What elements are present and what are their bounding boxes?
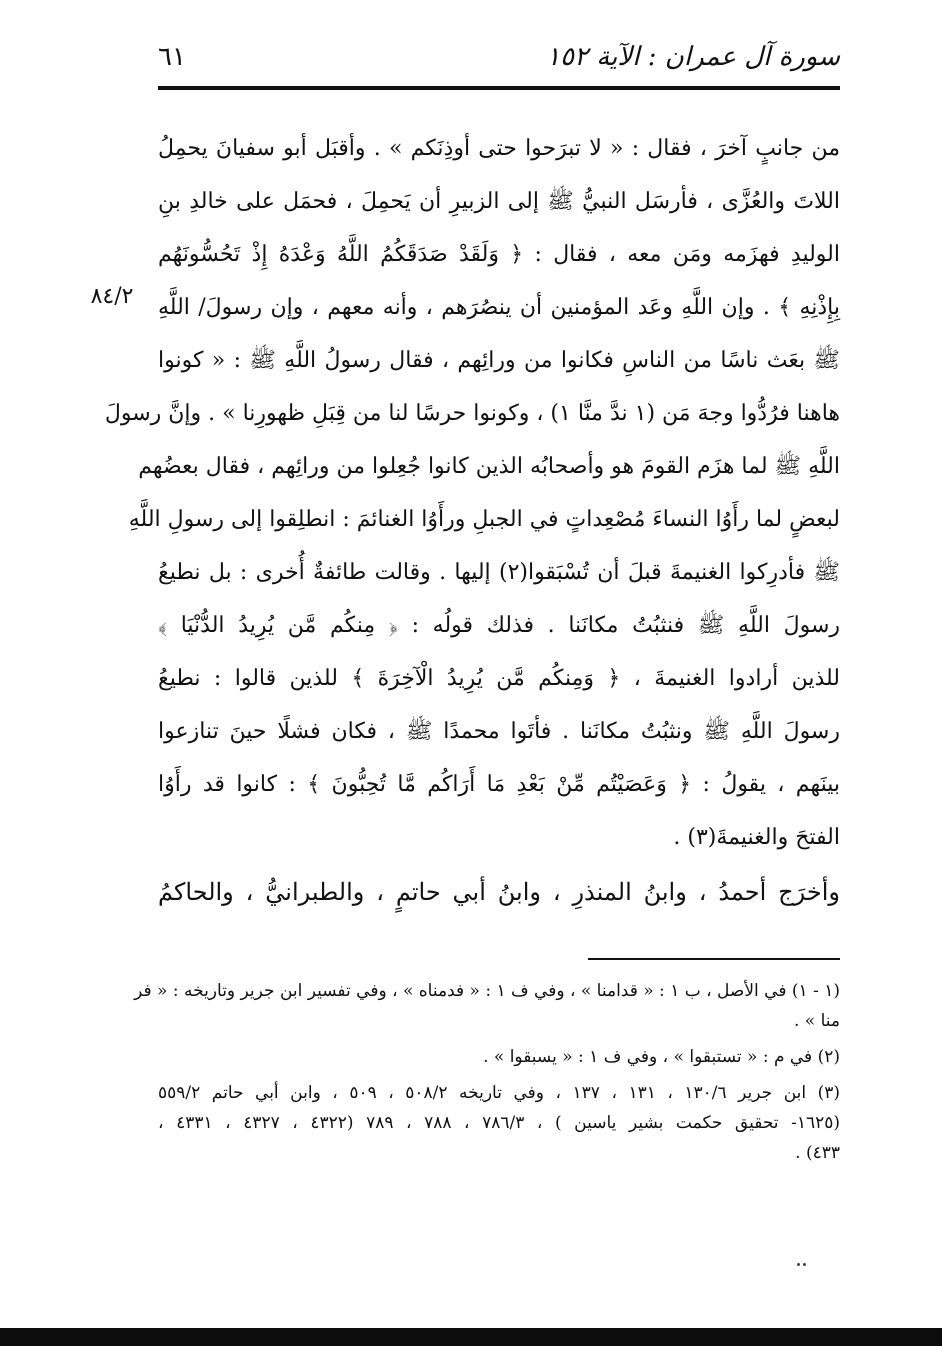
surah-verse-title: سورة آل عمران : الآية ١٥٢ [546, 42, 840, 72]
margin-reference: ٨٤/٢ [90, 284, 134, 309]
header-rule [158, 86, 840, 90]
footnote-3-cont: (١٦٢٥- تحقيق حكمت بشير ياسين ) ، ٧٨٦/٣ ، ٧٨٨ ، ٧٨٩ (٤٣٢٢ ، ٤٣٢٧ ، ٤٣٣١ ، [158, 1113, 841, 1133]
text-line: الوليدِ فهزَمه ومَن معه ، فقال : ﴿ وَلَقَدْ صَدَقَكُمُ اللَّهُ وَعْدَهُ إِذْ تَحُسُّونَهُم [158, 242, 840, 267]
text-line: هاهنا فرُدُّوا وجهَ مَن (١ ندَّ منَّا ١) ، وكونوا حرسًا لنا من قِبَلِ ظهورِنا » . وإنَّ رسولَ [104, 401, 840, 426]
text-line: من جانبٍ آخرَ ، فقال : « لا تبرَحوا حتى أوذِنَكم » . وأقبَل أبو سفيانَ يحمِلُ [158, 136, 840, 161]
text-line-last: الفتحَ والغنيمةَ(٣) . [673, 825, 840, 850]
footnote-3-end: ٤٣٣) . [795, 1143, 840, 1163]
running-header [158, 40, 840, 84]
text-line: ﷺ فأدرِكوا الغنيمةَ قبلَ أن تُسْبَقوا(٢) إليها . وقالت طائفةٌ أُخرى : بل نطيعُ [158, 560, 840, 585]
scan-bottom-edge [0, 1328, 942, 1346]
text-line: للذين أرادوا الغنيمةَ ، ﴿ وَمِنكُم مَّن يُرِيدُ الْآخِرَةَ ﴾ للذين قالوا : نطيعُ [158, 666, 840, 691]
text-line: اللاتَ والعُزَّى ، فأرسَل النبيُّ ﷺ إلى الزبيرِ أن يَحمِلَ ، فحمَل على خالدِ بنِ [158, 189, 840, 214]
text-line: لبعضٍ لما رأَوُا النساءَ مُصْعِداتٍ في الجبلِ ورأَوُا الغنائمَ : انطلِقوا إلى رسولِ اللَّهِ [128, 507, 840, 532]
footnotes [134, 976, 841, 1168]
text-line: بِإِذْنِهِ ﴾ . وإن اللَّهِ وعَد المؤمنين أن ينصُرَهم ، وأنه معهم ، وإن رسولَ/ اللَّهِ [158, 295, 840, 320]
footnote-1: (١ - ١) في الأصل ، ب ١ : « قدامنا » ، وفي ف ١ : « فدمناه » ، وفي تفسير ابن جرير وتاريخه : « فر [134, 981, 840, 1001]
footnote-3: (٣) ابن جرير ١٣٠/٦ ، ١٣١ ، ١٣٧ ، وفي تاريخه ٥٠٨/٢ ، ٥٠٩ ، وابن أبي حاتم ٥٥٩/٢ [158, 1083, 841, 1103]
footnote-2: (٢) في م : « تستبقوا » ، وفي ف ١ : « يسبقوا » . [483, 1047, 840, 1067]
scan-speck [797, 1263, 811, 1266]
footnote-1-cont: منا » . [793, 1011, 840, 1031]
text-line: اللَّهِ ﷺ لما هزَم القومَ هو وأصحابُه الذين كانوا جُعِلوا من ورائِهم ، فقال بعضُهم [138, 454, 840, 479]
text-line: رسولَ اللَّهِ ﷺ فنثبُتُ مكانَنا . فذلك قولُه : ﴿ مِنكُم مَّن يُرِيدُ الدُّنْيَا ﴾ [158, 613, 840, 638]
text-line: ﷺ بعَث ناسًا من الناسِ فكانوا من ورائِهم ، فقال رسولُ اللَّهِ ﷺ : « كونوا [158, 348, 840, 373]
page-number: ٦١ [158, 42, 186, 72]
text-line: رسولَ اللَّهِ ﷺ ونثبُتُ مكانَنا . فأتَوا محمدًا ﷺ ، فكان فشلًا حينَ تنازعوا [158, 719, 840, 744]
footnote-separator [588, 958, 840, 960]
second-paragraph: وأخرَج أحمدُ ، وابنُ المنذرِ ، وابنُ أبي حاتمٍ ، والطبرانيُّ ، والحاكمُ [158, 878, 840, 906]
text-line: بينَهم ، يقولُ : ﴿ وَعَصَيْتُم مِّنْ بَعْدِ مَا أَرَاكُم مَّا تُحِبُّونَ ﴾ : كانوا قد رأَوُا [158, 772, 840, 797]
